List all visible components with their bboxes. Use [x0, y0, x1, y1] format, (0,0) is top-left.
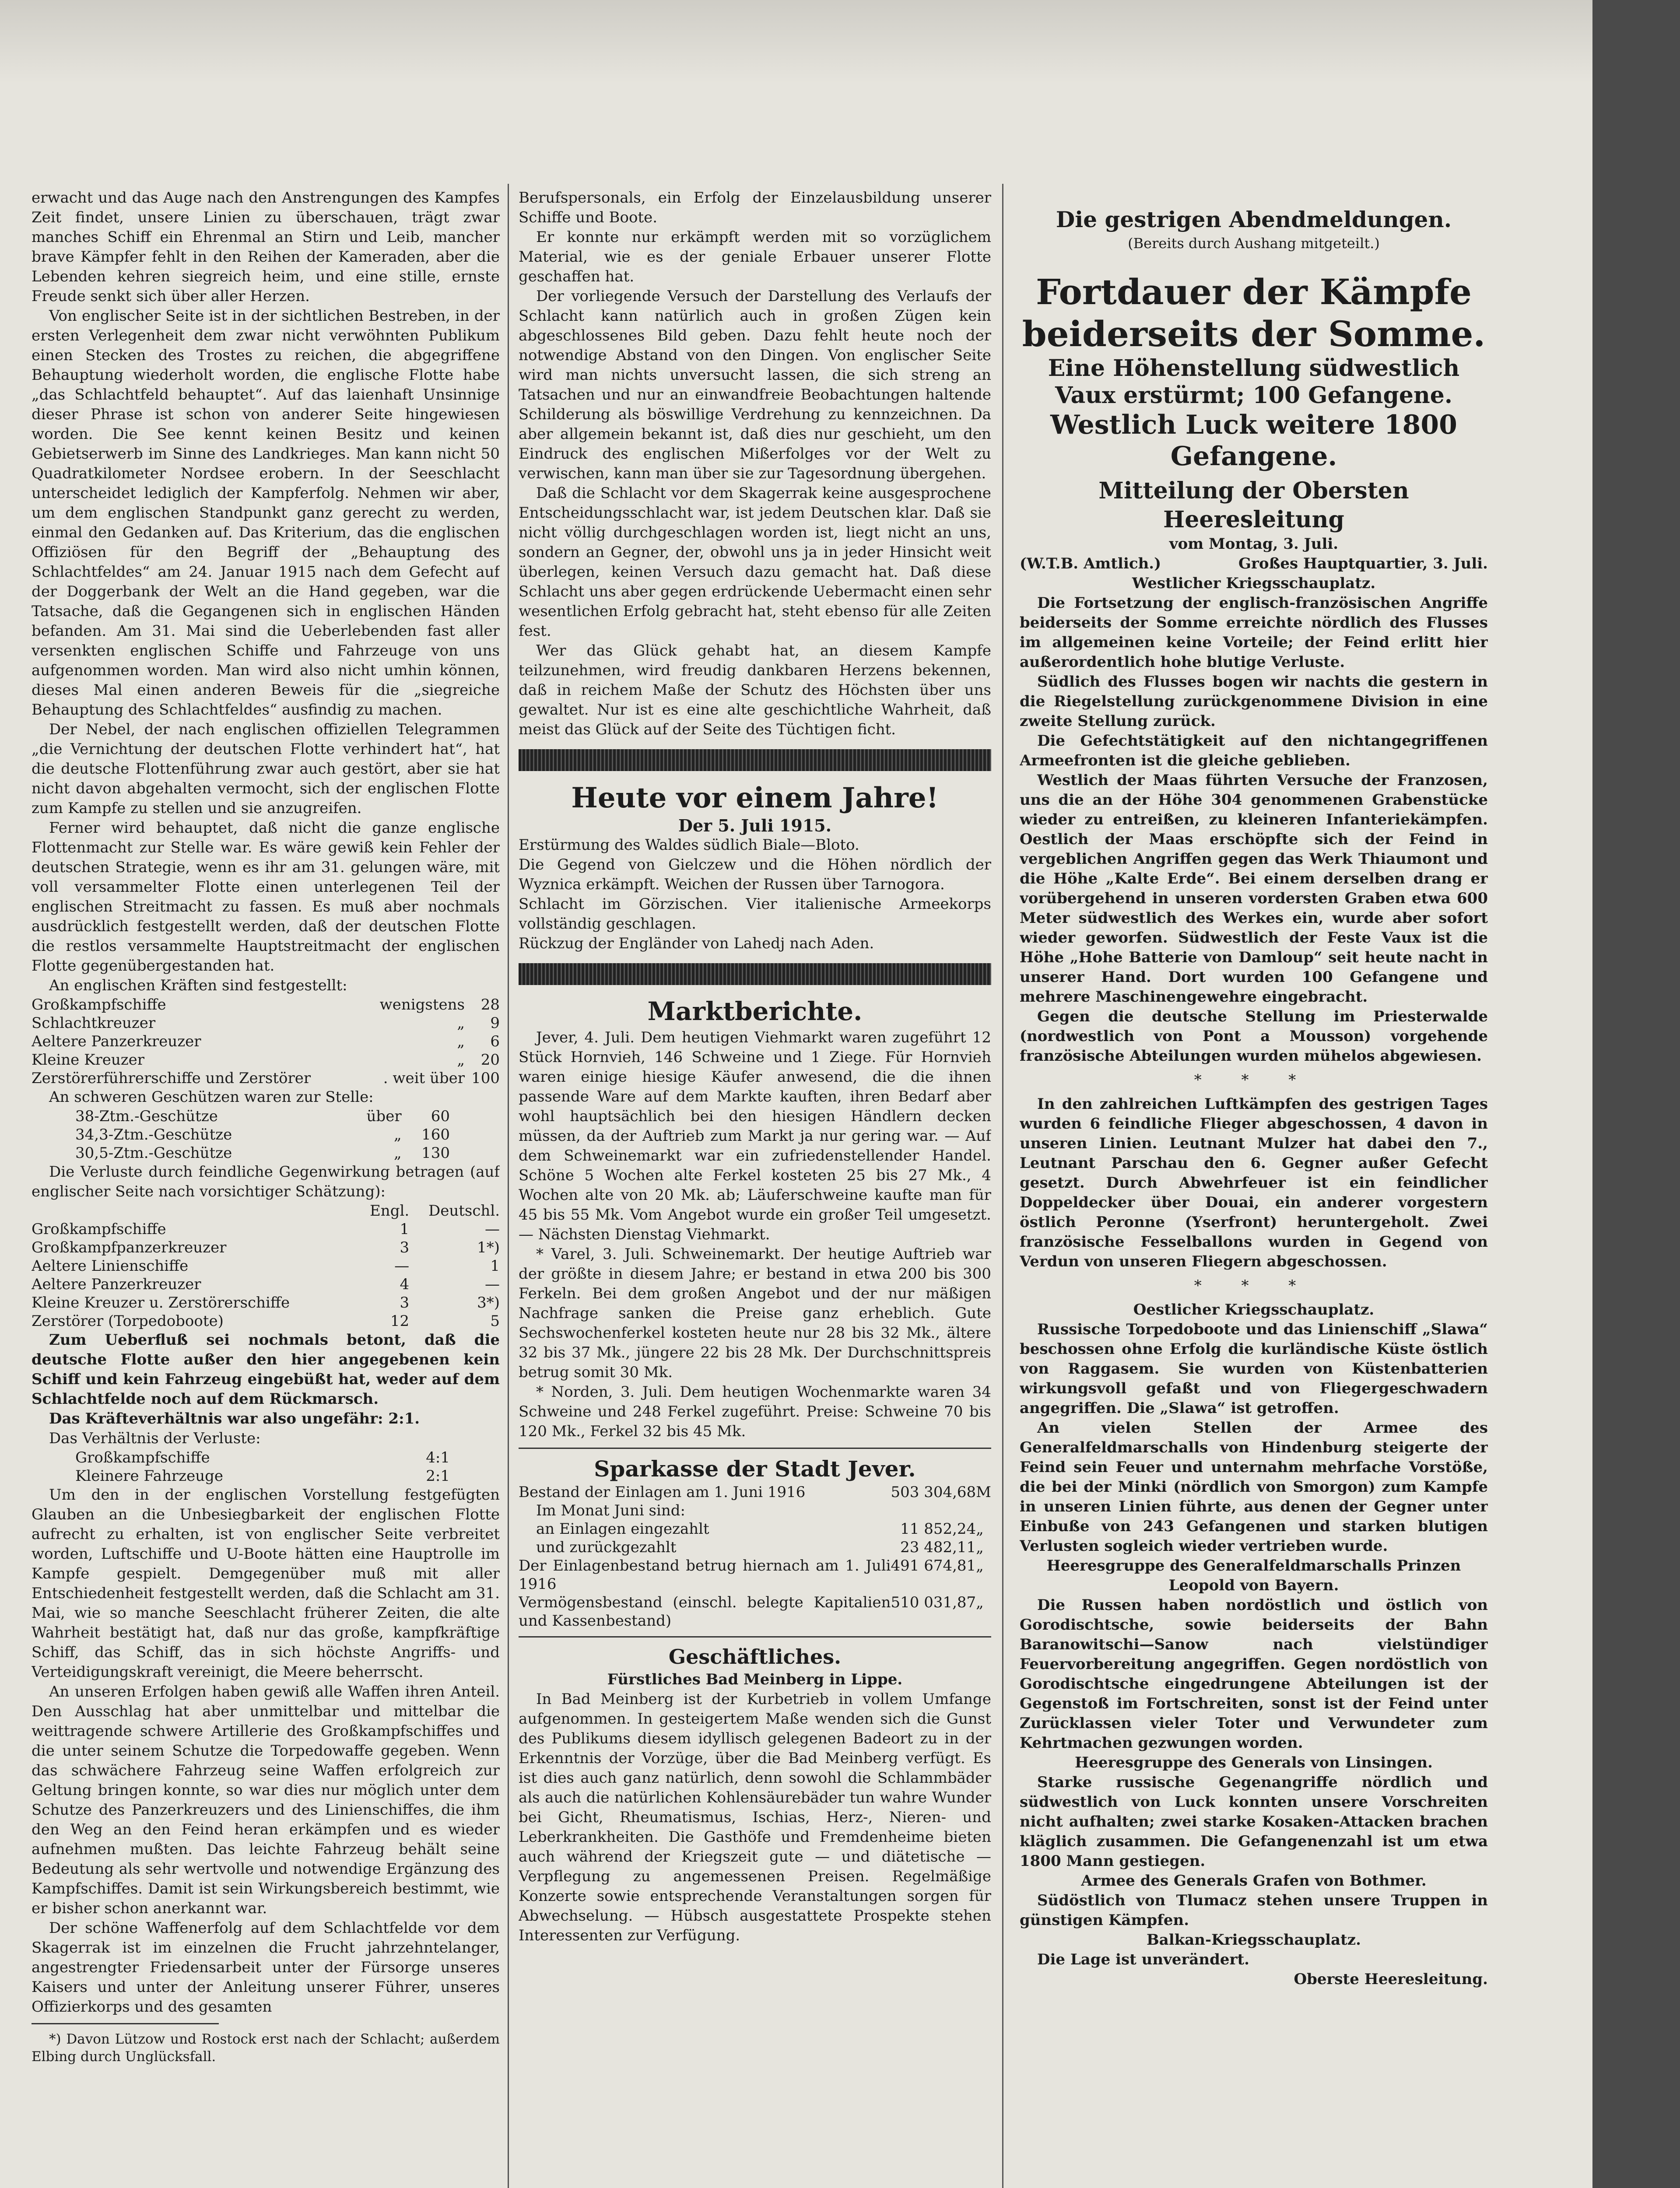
- table-cell: —: [485, 1276, 500, 1293]
- table-cell: Im Monat Juni sind:: [536, 1502, 685, 1519]
- table-cell: 34,3-Ztm.-Geschütze: [75, 1126, 232, 1143]
- table-row: [32, 1257, 500, 1275]
- table-cell: 1*): [477, 1239, 500, 1256]
- subheadline: Westlich Luck weitere 1800 Gefangene.: [1050, 410, 1457, 472]
- table-cell: Zerstörer (Torpedoboote): [32, 1312, 224, 1330]
- table-cell: 12: [390, 1312, 410, 1330]
- table-cell: Großkampfschiffe: [32, 996, 166, 1013]
- table-row: [32, 1051, 500, 1069]
- table-cell: 2:1: [426, 1467, 450, 1485]
- table-cell: Der Einlagenbestand betrug hiernach am 1. Juli 1916: [519, 1557, 891, 1593]
- paragraph: Der Nebel, der nach englischen offiziellen Telegrammen „die Vernichtung der deutschen Flotte verhindert hat“, hat die deutsche Flottenführung zwar auch gestört, aber sie hat nicht davon abgehalten vermocht, sich der englischen Flotte zum Kampfe zu stellen und sie anzugreifen.: [32, 721, 500, 817]
- paragraph: Daß die Schlacht vor dem Skagerrak keine ausgesprochene Entscheidungsschlacht war, ist jedem Deutschen klar. Daß sie nicht völlig durchgeschlagen worden ist, liegt nicht an uns, sondern an Gegner, der, obwohl uns ja in jeder Hinsicht weit überlegen, keinen Versuch dazu gemacht hat. Daß diese Schlacht uns aber gegen erdrückende Uebermacht einen sehr wesentlichen Erfolg gebracht hat, steht ebenso für alle Zeiten fest.: [519, 484, 991, 640]
- paragraph: Das Kräfteverhältnis war also ungefähr: 2:1.: [49, 1410, 420, 1427]
- table-cell: 38-Ztm.-Geschütze: [75, 1108, 218, 1125]
- table-cell: 510 031,87: [891, 1594, 976, 1611]
- table-row: [519, 1483, 991, 1501]
- table-cell: 60: [431, 1108, 450, 1125]
- paragraph: Südlich des Flusses bogen wir nachts die gestern in die Riegelstellung zurückgenommene Division in eine zweite Stellung zurück.: [1020, 673, 1488, 730]
- table-cell: . weit über: [383, 1069, 465, 1087]
- table-row: [32, 1294, 500, 1312]
- table-row: [519, 1538, 991, 1557]
- table-cell: Aeltere Panzerkreuzer: [32, 1033, 201, 1050]
- table-cell: Aeltere Linienschiffe: [32, 1257, 189, 1275]
- army-group-heading: Heeresgruppe des Generals von Linsingen.: [1074, 1754, 1433, 1771]
- paragraph: Von englischer Seite ist in der sichtlichen Bestreben, in der ersten Verlegenheit dem zwar nicht verwöhnten Publikum einen Stecken des Trostes zu reichen, die abgegriffene Behauptung wiederholt worden, die englische Flotte habe „das Schlachtfeld behauptet“. Auf das laienhaft Unsinnige dieser Phrase ist schon von anderer Seite hingewiesen worden. Die See kennt keinen Besitz und keinen Gebietserwerb im Sinne des Landkrieges. Man kann nicht 50 Quadratkilometer Nordsee erobern. In der Seeschlacht unterscheidet lediglich der Kampferfolg. Nehmen wir aber, um dem englischen Standpunkt ganz gerecht zu werden, einmal den Gedanken auf. Das Kriterium, das die englischen Offiziösen für den Begriff der „Behauptung des Schlachtfeldes“ am 24. Januar 1915 nach dem Gefecht auf der Doggerbank der Welt an die Hand gegeben, war die Tatsache, daß die Gegangenen sich in englischen Händen befanden. Am 31. Mai sind die Ueberlebenden fast aller versenkten englischen Schiffe und Fahrzeuge von uns aufgenommen worden. Man wird also nicht umhin können, dieses Mal einen anderen Beweis für die „siegreiche Behauptung des Schlachtfeldes“ ausfindig zu machen.: [32, 307, 500, 719]
- table-cell: 9: [490, 1014, 500, 1032]
- list-item: Erstürmung des Waldes südlich Biale—Bloto.: [519, 836, 859, 854]
- table-cell: 5: [490, 1312, 500, 1330]
- separator-stars: * * *: [1194, 1071, 1314, 1089]
- decorative-bar: [519, 963, 991, 985]
- table-cell: an Einlagen eingezahlt: [536, 1520, 709, 1538]
- paragraph: An vielen Stellen der Armee des Generalfeldmarschalls von Hindenburg steigerte der Feind sein Feuer und unternahm mehrfache Vorstöße, die bei der Minki (nördlich von Smorgon) zum Kampfe in unseren Linien führte, aus denen der Gegner unter Einbuße von 243 Gefangenen und starken blutigen Verlusten sogleich wieder vertrieben wurde.: [1020, 1419, 1488, 1555]
- signature: Oberste Heeresleitung.: [1294, 1971, 1488, 1988]
- separator-stars: * * *: [1194, 1277, 1314, 1294]
- paragraph: In den zahlreichen Luftkämpfen des gestrigen Tages wurden 6 feindliche Flieger abgeschossen, 4 davon in unseren Linien. Leutnant Mulzer hat dabei den 7., Leutnant Parschau den 6. Gegner außer Gefecht gesetzt. Durch Abwehrfeuer ist ein feindlicher Doppeldecker über Douai, ein anderer vorgestern östlich Peronne (Yserfront) heruntergeholt. Zwei französische Fesselballons wurden in Gegend von Verdun von unseren Fliegern abgeschossen.: [1020, 1095, 1488, 1270]
- theater-heading: Westlicher Kriegsschauplatz.: [1132, 575, 1376, 592]
- table-row: [75, 1107, 450, 1126]
- table-cell: 4: [400, 1276, 410, 1293]
- paragraph: Der vorliegende Versuch der Darstellung des Verlaufs der Schlacht kann natürlich auch in großen Zügen kein abgeschlossenes Bild geben. Dazu fehlt heute noch der notwendige Abstand von den Dingen. Von englischer Seite wird man nichts unversucht lassen, die sich streng an Tatsachen und nur an einwandfreie Beobachtungen haltende Schilderung als böswillige Verdrehung zu kennzeichnen. Da aber allgemein bekannt ist, daß dies nur geschieht, um den Eindruck des englischen Mißerfolges vor der Welt zu verwischen, kann man über sie zur Tagesordnung übergehen.: [519, 288, 991, 482]
- table-cell: 491 674,81: [891, 1557, 976, 1574]
- table-cell: „: [976, 1520, 984, 1538]
- table-row: [519, 1520, 991, 1538]
- wtb-label: (W.T.B. Amtlich.): [1020, 555, 1161, 572]
- kicker-sub: (Bereits durch Aushang mitgeteilt.): [1128, 235, 1380, 252]
- table-cell: „: [976, 1557, 984, 1574]
- paragraph: Die Russen haben nordöstlich und östlich von Gorodischtsche, sowie beiderseits der Bahn Baranowitschi—Sanow nach vielstündiger Feuervorbereitung angegriffen. Gegen nordöstlich von Gorodischtsche eingedrungene Abteilungen ist der Gegenstoß im Fortschreiten, sonst ist der Feind unter Zurücklassen vieler Toter und Verwundeter zum Kehrtmachen gezwungen worden.: [1020, 1596, 1488, 1752]
- section-heading-markt: Marktberichte.: [647, 996, 863, 1026]
- table-cell: und zurückgezahlt: [536, 1539, 677, 1556]
- ratio-table: [75, 1448, 450, 1485]
- guns-table: [75, 1107, 450, 1162]
- table-cell: Aeltere Panzerkreuzer: [32, 1276, 201, 1293]
- paragraph: Russische Torpedoboote und das Linienschiff „Slawa“ beschossen ohne Erfolg die kurländische Küste östlich von Raggasem. Sie wurden von Küstenbatterien wirkungsvoll gefaßt und von Fliegergeschwadern angegriffen. Die „Slawa“ ist getroffen.: [1020, 1321, 1488, 1417]
- paragraph: An englischen Kräften sind festgestellt:: [49, 977, 347, 994]
- column-middle: [519, 188, 991, 1946]
- column-rule: [1002, 184, 1003, 2188]
- table-cell: „: [457, 1051, 465, 1069]
- table-row: [519, 1501, 991, 1520]
- table-cell: „: [457, 1014, 465, 1032]
- paragraph: * Norden, 3. Juli. Dem heutigen Wochenmarkte waren 34 Schweine und 248 Ferkel zugeführt. Preise: Schweine 70 bis 120 Mk., Ferkel 32 bis 45 Mk.: [519, 1383, 991, 1440]
- table-row: [32, 1220, 500, 1238]
- theater-heading: Balkan-Kriegsschauplatz.: [1147, 1931, 1361, 1949]
- paragraph: Starke russische Gegenangriffe nördlich und südwestlich von Luck konnten unsere Vorschreiten nicht aufhalten; zwei starke Kosaken-Attacken brachen kläglich zusammen. Die Gefangenenzahl ist um etwa 1800 Mann gestiegen.: [1020, 1774, 1488, 1870]
- table-cell: wenigstens: [379, 996, 465, 1013]
- table-cell: Großkampfpanzerkreuzer: [32, 1239, 227, 1256]
- table-header: [32, 1202, 500, 1220]
- table-row: [519, 1593, 991, 1630]
- table-cell: 160: [421, 1126, 450, 1143]
- footnote-divider: [32, 2023, 219, 2024]
- table-cell: 1: [490, 1257, 500, 1275]
- paragraph: Ferner wird behauptet, daß nicht die ganze englische Flottenmacht zur Stelle war. Es wäre gewiß kein Fehler der deutschen Strategie, wenn es ihr am 31. gelungen wäre, mit voll versammelter Flotte einen unterlegenen Teil der englischen Streitmacht zu fassen. Es muß aber nochmals ausdrücklich festgestellt werden, daß der deutschen Flotte die restlos versammelte Hauptstreitmacht der englischen Flotte gegenübergestanden hat.: [32, 819, 500, 975]
- forces-table: [32, 996, 500, 1087]
- column-right: [1020, 206, 1488, 1989]
- section-heading-heute: Heute vor einem Jahre!: [571, 782, 939, 814]
- table-cell: Bestand der Einlagen am 1. Juni 1916: [519, 1483, 806, 1501]
- paragraph: Das Verhältnis der Verluste:: [49, 1430, 261, 1447]
- table-cell: Großkampfschiffe: [32, 1220, 166, 1238]
- table-row: [32, 1069, 500, 1087]
- table-cell: 3*): [477, 1294, 500, 1311]
- army-group-heading: Heeresgruppe des Generalfeldmarschalls Prinzen Leopold von Bayern.: [1046, 1557, 1461, 1594]
- paragraph: Zum Ueberfluß sei nochmals betont, daß die deutsche Flotte außer den hier angegebenen kein Schiff und kein Fahrzeug eingebüßt hat, weder auf dem Schlachtfelde noch auf dem Rückmarsch.: [32, 1331, 500, 1408]
- paragraph: An unseren Erfolgen haben gewiß alle Waffen ihren Anteil. Den Ausschlag hat aber unmittelbar und mittelbar die weittragende schwere Artillerie des Großkampfschiffes und die unter seinem Schutze die Torpedowaffe gegeben. Wenn das schwächere Fahrzeug seine Waffen erfolgreich zur Geltung bringen konnte, so war dies nur möglich unter dem Schutze des Panzerkreuzers und des Linienschiffes, die ihm den Weg an den Feind heran erkämpfen und es wieder aufnehmen mußten. Das leichte Fahrzeug behält seine Bedeutung als sehr wertvolle und notwendige Ergänzung des Kampfschiffes. Damit ist sein Wirkungsbereich bestimmt, wie er bisher schon anerkannt war.: [32, 1683, 500, 1917]
- table-cell: M: [976, 1483, 991, 1501]
- theater-heading: Oestlicher Kriegsschauplatz.: [1133, 1301, 1375, 1318]
- table-cell: „: [393, 1144, 402, 1162]
- table-cell: „: [976, 1539, 984, 1556]
- table-row: [75, 1467, 450, 1485]
- table-cell: 20: [481, 1051, 500, 1069]
- list-item: Schlacht im Görzischen. Vier italienische Armeekorps vollständig geschlagen.: [519, 895, 991, 933]
- table-cell: 4:1: [426, 1449, 450, 1466]
- table-cell: Kleine Kreuzer u. Zerstörerschiffe: [32, 1294, 290, 1311]
- table-cell: —: [394, 1257, 410, 1275]
- table-row: [75, 1126, 450, 1144]
- army-group-heading: Armee des Generals Grafen von Bothmer.: [1081, 1872, 1427, 1890]
- table-cell: 23 482,11: [900, 1539, 976, 1556]
- table-cell: Vermögensbestand (einschl. belegte Kapitalien und Kassenbestand): [519, 1594, 891, 1630]
- paragraph: Der schöne Waffenerfolg auf dem Schlachtfelde vor dem Skagerrak ist im einzelnen die Frucht jahrzehntelanger, angestrengter Friedensarbeit unter der Fürsorge unseres Kaisers und unter der Anleitung unserer Führer, unseres Offizierkorps und des gesamten: [32, 1919, 500, 2016]
- table-cell: 28: [481, 996, 500, 1013]
- table-cell: 6: [490, 1033, 500, 1050]
- table-cell: 11 852,24: [900, 1520, 976, 1538]
- kicker: Die gestrigen Abendmeldungen.: [1056, 207, 1452, 232]
- section-subheading: Der 5. Juli 1915.: [678, 816, 831, 835]
- paragraph: Die Gefechtstätigkeit auf den nichtangegriffenen Armeefronten ist die gleiche geblieben.: [1020, 732, 1488, 769]
- paragraph: Um den in der englischen Vorstellung festgefügten Glauben an die Unbesiegbarkeit der englischen Flotte aufrecht zu erhalten, ist von englischer Seite verbreitet worden, Luftschiffe und U-Boote hätten eine Hauptrolle im Kampfe gespielt. Demgegenüber muß mit aller Entschiedenheit festgestellt werden, daß die Schlacht am 31. Mai, wie so manche Seeschlacht früherer Zeiten, die alte Wahrheit bestätigt hat, daß nur das große, kampfkräftige Schiff, das Schiff, das in sich höchste Angriffs- und Verteidigungskraft vereinigt, die Meere beherrscht.: [32, 1486, 500, 1681]
- table-cell: 3: [400, 1294, 410, 1311]
- table-cell: Zerstörerführerschiffe und Zerstörer: [32, 1069, 311, 1087]
- table-cell: Engl.: [369, 1202, 410, 1220]
- report-title: Mitteilung der Obersten Heeresleitung: [1098, 477, 1409, 533]
- section-divider: [519, 1636, 991, 1637]
- list-item: Die Gegend von Gielczew und die Höhen nördlich der Wyznica erkämpft. Weichen der Russen über Tarnogora.: [519, 856, 991, 893]
- table-cell: 100: [471, 1069, 500, 1087]
- table-cell: Kleine Kreuzer: [32, 1051, 145, 1069]
- table-cell: 1: [400, 1220, 410, 1238]
- table-cell: „: [457, 1033, 465, 1050]
- decorative-bar: [519, 749, 991, 771]
- section-divider: [519, 1448, 991, 1449]
- subheadline: Eine Höhenstellung südwestlich Vaux erstürmt; 100 Gefangene.: [1048, 355, 1460, 409]
- table-row: [32, 1275, 500, 1294]
- table-cell: 3: [400, 1239, 410, 1256]
- paragraph: Wer das Glück gehabt hat, an diesem Kampfe teilzunehmen, wird freudig dankbaren Herzens bekennen, daß in reichem Maße der Schutz des Höchsten über uns gewaltet. Nur ist es eine alte geschichtliche Wahrheit, daß meist das Glück auf der Seite des Tüchtigen ficht.: [519, 642, 991, 738]
- table-row: [32, 1032, 500, 1051]
- table-cell: Deutschl.: [428, 1202, 500, 1220]
- table-cell: —: [485, 1220, 500, 1238]
- table-cell: 30,5-Ztm.-Geschütze: [75, 1144, 232, 1162]
- section-heading-sparkasse: Sparkasse der Stadt Jever.: [594, 1456, 916, 1482]
- paragraph: Berufspersonals, ein Erfolg der Einzelausbildung unserer Schiffe und Boote.: [519, 189, 991, 226]
- hq-label: Großes Hauptquartier, 3. Juli.: [1238, 555, 1488, 572]
- table-cell: 130: [421, 1144, 450, 1162]
- paragraph: Die Fortsetzung der englisch-französischen Angriffe beiderseits der Somme erreichte nördlich des Flusses im allgemeinen keine Vorteile; der Feind erlitt hier außerordentlich hohe blutige Verluste.: [1020, 594, 1488, 671]
- paragraph: In Bad Meinberg ist der Kurbetrieb in vollem Umfange aufgenommen. In gesteigertem Maße wenden sich die Gunst des Publikums diesem idyllisch gelegenen Badeort zu in der Erkenntnis der Vorzüge, über die Bad Meinberg verfügt. Es ist dies auch ganz natürlich, denn sowohl die Schlammbäder als auch die natürlichen Kohlensäurebäder tun wahre Wunder bei Gicht, Rheumatismus, Ischias, Herz-, Nieren- und Leberkrankheiten. Die Gasthöfe und Fremdenheime bieten auch während der Kriegszeit gute — und diätetische — Verpflegung zu angemessenen Preisen. Regelmäßige Konzerte sowie entsprechende Veranstaltungen sorgen für Abwechselung. — Hübsch ausgestattete Prospekte stehen Interessenten zur Verfügung.: [519, 1690, 991, 1944]
- headline: Fortdauer der Kämpfe beiderseits der Somme.: [1022, 271, 1486, 354]
- footnote: *) Davon Lützow und Rostock erst nach der Schlacht; außerdem Elbing durch Unglücksfall.: [32, 2031, 500, 2065]
- table-cell: 503 304,68: [891, 1483, 976, 1501]
- table-row: [75, 1448, 450, 1467]
- paragraph: erwacht und das Auge nach den Anstrengungen des Kampfes Zeit findet, unsere Linien zu überschauen, trägt zwar manches Schiff ein Ehrenmal an Stirn und Leib, mancher brave Kämpfer fehlt in den Reihen der Kameraden, aber die Lebenden kehren siegreich heim, und eine stille, ernste Freude senkt sich über aller Herzen.: [32, 189, 500, 305]
- paragraph: An schweren Geschützen waren zur Stelle:: [49, 1088, 374, 1106]
- sparkasse-table: [519, 1483, 991, 1630]
- table-cell: über: [366, 1108, 402, 1125]
- paragraph: * Varel, 3. Juli. Schweinemarkt. Der heutige Auftrieb war der größte in diesem Jahre; er bestand in etwa 200 bis 300 Ferkeln. Bei dem großen Angebot und der nur mäßigen Nachfrage sanken die Preise ganz erheblich. Gute Sechswochenferkel kosteten heute nur 28 bis 32 Mk., ältere 32 bis 37 Mk., jüngere 22 bis 28 Mk. Der Durchschnittspreis betrug somit 30 Mk.: [519, 1245, 991, 1381]
- table-cell: Kleinere Fahrzeuge: [75, 1467, 223, 1485]
- section-heading-geschaeftliches: Geschäftliches.: [668, 1645, 842, 1669]
- paragraph: Gegen die deutsche Stellung im Priesterwalde (nordwestlich von Pont a Mousson) vorgehende französische Abteilungen wurden mühelos abgewiesen.: [1020, 1008, 1488, 1065]
- paragraph: Südöstlich von Tlumacz stehen unsere Truppen in günstigen Kämpfen.: [1020, 1892, 1488, 1929]
- table-cell: Großkampfschiffe: [75, 1449, 210, 1466]
- column-left: [32, 188, 500, 2065]
- paragraph: Jever, 4. Juli. Dem heutigen Viehmarkt waren zugeführt 12 Stück Hornvieh, 146 Schweine und 1 Ziege. Für Hornvieh waren einige hiesige Käufer anwesend, die die ihnen passende Ware auf dem Markte kauften, ihren Bedarf aber wohl hauptsächlich bei den hiesigen Händlern decken müssen, da der Auftrieb zum Markt ja nur gering war. — Auf dem Schweinemarkt war ein zufriedenstellender Handel. Schöne 5 Wochen alte Ferkel kosteten 25 bis 27 Mk., 4 Wochen alte von 20 Mk. ab; Läuferschweine kaufte man für 45 bis 55 Mk. Vom Angebot wurde ein großer Teil umgesetzt. — Nächsten Dienstag Viehmarkt.: [519, 1029, 991, 1243]
- report-date: vom Montag, 3. Juli.: [1169, 535, 1339, 553]
- table-row: [75, 1144, 450, 1162]
- paragraph: Die Verluste durch feindliche Gegenwirkung betragen (auf englischer Seite nach vorsichtiger Schätzung):: [32, 1163, 500, 1200]
- losses-table: [32, 1202, 500, 1330]
- table-row: [32, 996, 500, 1014]
- page-top-margin: [0, 0, 1592, 83]
- table-row: [32, 1312, 500, 1330]
- column-rule: [508, 184, 509, 2188]
- table-cell: „: [976, 1594, 984, 1611]
- table-cell: „: [393, 1126, 402, 1143]
- table-row: [32, 1014, 500, 1032]
- paragraph: Die Lage ist unverändert.: [1037, 1951, 1249, 1968]
- paragraph: Westlich der Maas führten Versuche der Franzosen, uns die an der Höhe 304 genommenen Grabenstücke wieder zu entreißen, zu kleineren Infanteriekämpfen. Oestlich der Maas erschöpfte sich der Feind in vergeblichen Angriffen gegen das Werk Thiaumont und die Höhe „Kalte Erde“. Bei einem derselben drang er vorübergehend in unseren vordersten Graben etwa 600 Meter südwestlich des Werkes ein, wurde aber sofort wieder geworfen. Südwestlich der Feste Vaux ist die Höhe „Hohe Batterie von Damloup“ seit heute nacht in unserer Hand. Dort wurden 100 Gefangene und mehrere Maschinengewehre eingebracht.: [1020, 771, 1488, 1006]
- section-subheading: Fürstliches Bad Meinberg in Lippe.: [607, 1671, 903, 1688]
- list-item: Rückzug der Engländer von Lahedj nach Aden.: [519, 935, 874, 952]
- paragraph: Er konnte nur erkämpft werden mit so vorzüglichem Material, wie es der geniale Erbauer unserer Flotte geschaffen hat.: [519, 228, 991, 285]
- dateline: [1020, 554, 1488, 574]
- table-row: [32, 1238, 500, 1257]
- table-row: [519, 1557, 991, 1593]
- table-cell: Schlachtkreuzer: [32, 1014, 156, 1032]
